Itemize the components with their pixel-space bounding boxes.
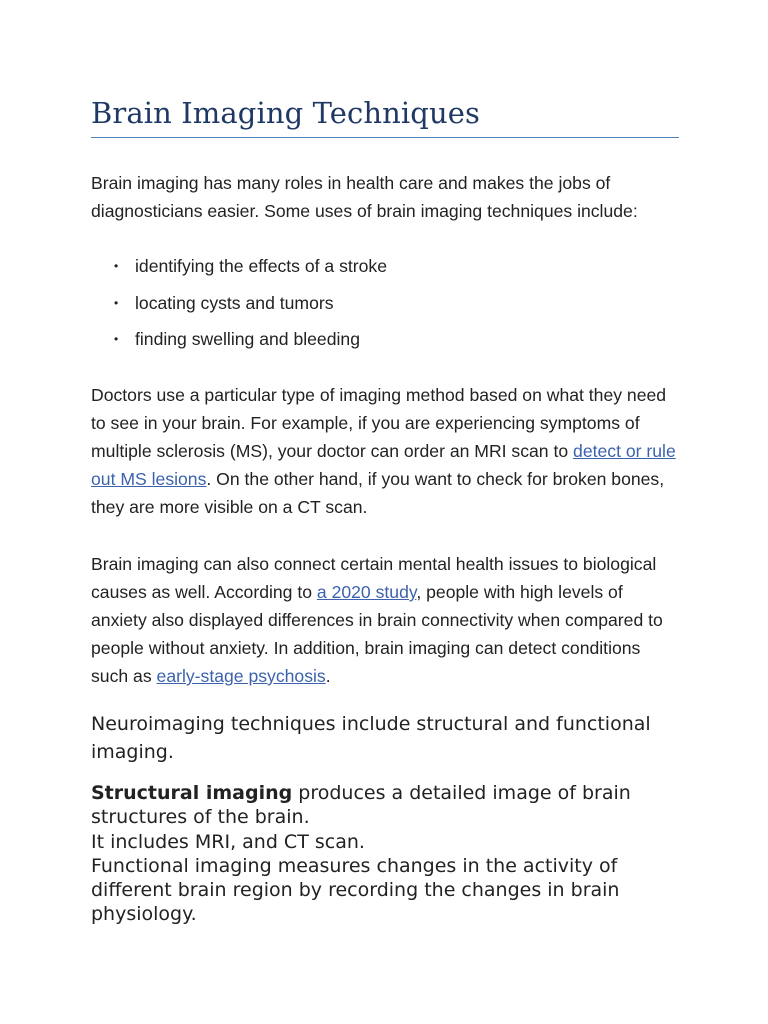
bullet-icon: • [114, 259, 119, 273]
psychosis-link[interactable]: early-stage psychosis [156, 666, 326, 686]
bullet-icon: • [114, 295, 119, 310]
title-divider [91, 137, 679, 138]
paragraph-text: Doctors use a particular type of imaging method based on what they need to see in your brain. For example, if you are experiencing symptoms of multiple sclerosis (MS), your doctor can order an MRI scan to [91, 385, 667, 461]
structural-includes-line: It includes MRI, and CT scan. [91, 830, 365, 853]
list-item [91, 325, 679, 362]
paragraph-text: . On the other hand, if you want to check for broken bones, they are more visible on a CT scan. [91, 469, 665, 517]
list-item-text: locating cysts and tumors [135, 292, 334, 313]
structural-rest: produces a detailed image of brain structures of the brain. [91, 782, 631, 829]
structural-imaging-text [91, 781, 691, 927]
page-title: Brain Imaging Techniques [91, 96, 480, 130]
paragraph-text: Brain imaging can also connect certain mental health issues to biological causes as well. According to [91, 554, 657, 602]
bullet-icon: • [114, 332, 119, 347]
paragraph-text: , people with high levels of anxiety also displayed differences in brain connectivity when compared to people without anxiety. In addition, brain imaging can detect conditions such as [91, 582, 663, 686]
list-item [91, 289, 679, 326]
ms-lesions-link[interactable]: detect or rule out MS lesions [91, 441, 676, 489]
intro-paragraph: Brain imaging has many roles in health care and makes the jobs of diagnosticians easier. Some uses of brain imaging techniques include: [91, 173, 638, 221]
structural-imaging-term: Structural imaging [91, 782, 293, 804]
list-item-text: finding swelling and bleeding [135, 329, 360, 350]
doctors-paragraph [91, 381, 679, 521]
uses-list [91, 252, 679, 362]
paragraph-text: . [325, 666, 331, 686]
study-2020-link[interactable]: a 2020 study [316, 582, 417, 602]
list-item-text: identifying the effects of a stroke [135, 256, 387, 276]
functional-imaging-line: Functional imaging measures changes in the activity of different brain region by recording the changes in brain physiology. [91, 854, 620, 926]
structural-line [91, 781, 691, 830]
neuroimaging-lead: Neuroimaging techniques include structural and functional imaging. [91, 713, 651, 763]
mental-health-paragraph [91, 550, 679, 690]
list-item [91, 252, 679, 289]
